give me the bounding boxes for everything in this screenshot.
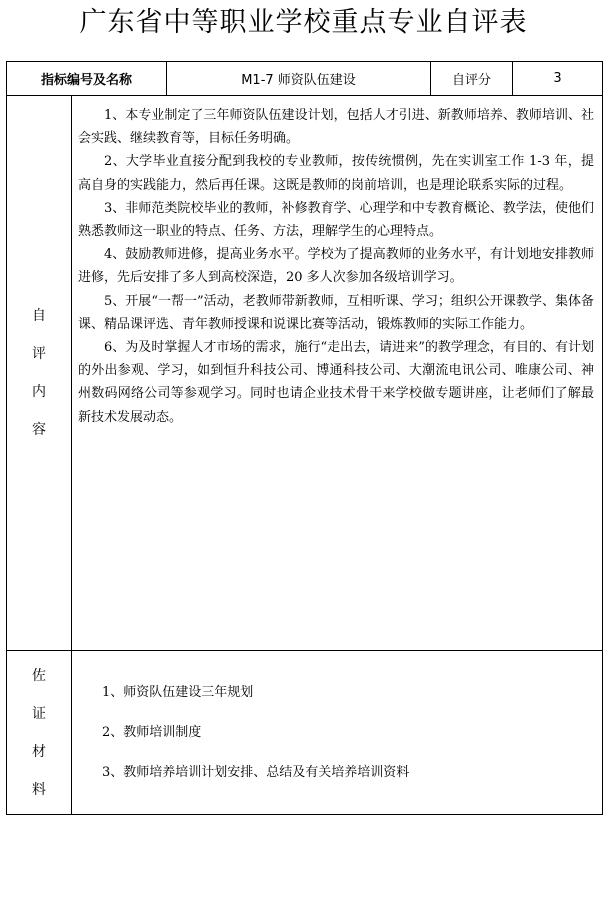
score-label: 自评分 [431, 62, 513, 96]
evidence-list-cell [72, 651, 603, 815]
evidence-item: 2、教师培训制度 [102, 724, 202, 740]
label-char: 材 [32, 743, 46, 760]
label-char: 佐 [32, 667, 46, 684]
content-paragraph: 1、本专业制定了三年师资队伍建设计划，包括人才引进、新教师培养、教师培训、社会实践、继续教育等，目标任务明确。 [78, 108, 595, 147]
evidence-row [7, 651, 603, 815]
content-section-label [7, 96, 72, 651]
self-evaluation-table [6, 61, 603, 815]
header-row [7, 62, 603, 96]
evidence-section-label [7, 651, 72, 815]
content-paragraph: 6、为及时掌握人才市场的需求，施行“走出去，请进来”的教学理念，有目的、有计划的外出参观、学习，如到恒升科技公司、博通科技公司、大潮流电讯公司、唯康公司、神州数码网络公司等参观学习。同时也请企业技术骨干来学校做专题讲座，让老师们了解最新技术发展动态。 [78, 340, 595, 425]
indicator-label: 指标编号及名称 [7, 62, 167, 96]
content-row [7, 96, 603, 651]
content-paragraph: 2、大学毕业直接分配到我校的专业教师，按传统惯例，先在实训室工作 1-3 年，提高自身的实践能力，然后再任课。这既是教师的岗前培训，也是理论联系实际的过程。 [78, 154, 595, 193]
evidence-item: 1、师资队伍建设三年规划 [102, 684, 254, 700]
score-value: 3 [513, 62, 603, 96]
label-char: 料 [32, 781, 46, 798]
content-text-cell [72, 96, 603, 651]
evidence-item: 3、教师培养培训计划安排、总结及有关培养培训资料 [102, 764, 410, 780]
content-paragraph: 4、鼓励教师进修，提高业务水平。学校为了提高教师的业务水平，有计划地安排教师进修，先后安排了多人到高校深造，20 多人次参加各级培训学习。 [78, 247, 595, 286]
page-title: 广东省中等职业学校重点专业自评表 [79, 7, 528, 38]
content-paragraph: 3、非师范类院校毕业的教师，补修教育学、心理学和中专教育概论、教学法，使他们熟悉教师这一职业的特点、任务、方法，理解学生的心理特点。 [78, 200, 595, 240]
indicator-value: M1-7 师资队伍建设 [167, 62, 431, 96]
label-char: 评 [32, 346, 46, 362]
label-char: 自 [32, 308, 46, 324]
content-paragraph: 5、开展“一帮一”活动，老教师带新教师，互相听课、学习；组织公开课教学、集体备课、精品课评选、青年教师授课和说课比赛等活动，锻炼教师的实际工作能力。 [78, 293, 595, 332]
label-char: 证 [32, 705, 46, 722]
label-char: 内 [32, 384, 46, 400]
label-char: 容 [32, 422, 46, 438]
